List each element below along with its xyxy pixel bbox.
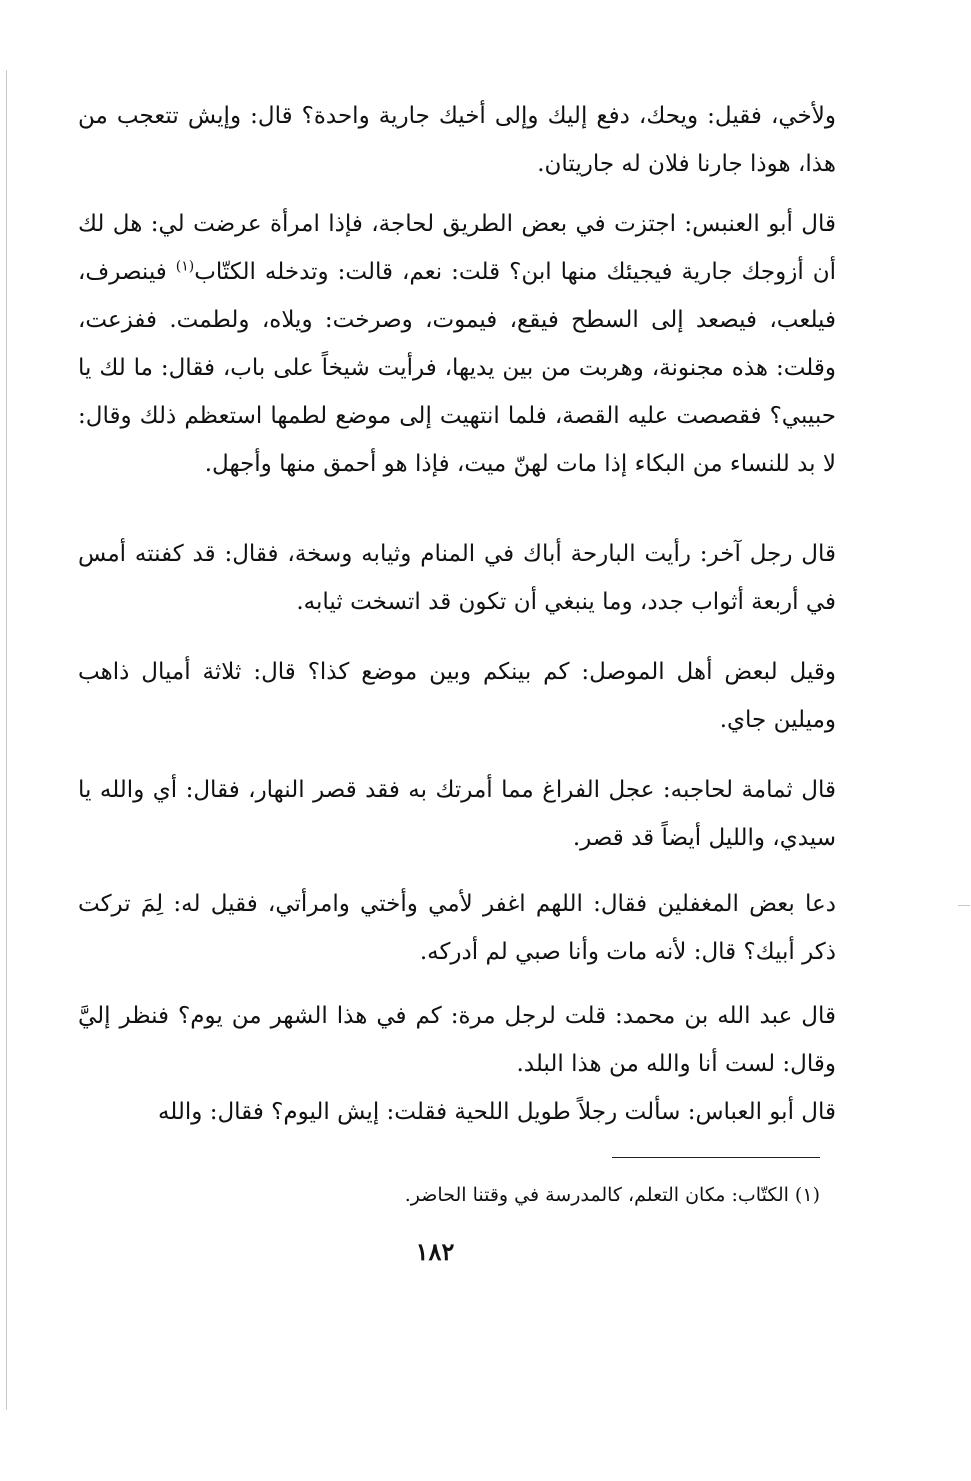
paragraph-4: وقيل لبعض أهل الموصل: كم بينكم وبين موضع كذا؟ قال: ثلاثة أميال ذاهب وميلين جاي. [78,659,836,733]
paragraph-2-text: قال أبو العنبس: اجتزت في بعض الطريق لحاجة، فإذا امرأة عرضت لي: هل لك أن أزوجك جارية فيجيئك منها ابن؟ قلت: نعم، قالت: وتدخله الكتّاب [78,211,836,285]
main-text [78,766,836,862]
footnote-divider [612,1157,820,1158]
footnote: (١) الكتّاب: مكان التعلم، كالمدرسة في وقتنا الحاضر. [404,1184,820,1206]
paragraph-8: قال أبو العباس: سألت رجلاً طويل اللحية فقلت: إيش اليوم؟ فقال: والله [157,1099,836,1125]
main-text [78,530,836,626]
paragraph-6: دعا بعض المغفلين فقال: اللهم اغفر لأمي وأختي وامرأتي، فقيل له: لِمَ تركت ذكر أبيك؟ قال: لأنه مات وأنا صبي لم أدركه. [78,891,836,965]
footnote-reference: (١) [175,258,195,275]
main-text [78,200,836,488]
scan-edge-line-left [6,70,7,1410]
main-text [78,1088,836,1136]
paragraph-7: قال عبد الله بن محمد: قلت لرجل مرة: كم في هذا الشهر من يوم؟ فنظر إليَّ وقال: لست أنا والله من هذا البلد. [78,1003,836,1077]
main-text [78,880,836,976]
paragraph-2-continued: فينصرف، فيلعب، فيصعد إلى السطح فيقع، فيموت، وصرخت: ويلاه، ولطمت. ففزعت، وقلت: هذه مجنونة، وهربت من بين يديها، فرأيت شيخاً على باب، فقال: ما لك يا حبيبي؟ فقصصت عليه القصة، فلما انتهيت إلى موضع لطمها استعظم ذلك وقال: لا بد للنساء من البكاء إذا مات لهنّ ميت، فإذا هو أحمق منها وأجهل. [78,259,836,477]
main-text [78,92,836,188]
paragraph-2 [78,200,836,488]
main-text [78,648,836,744]
paragraph-1: ولأخي، فقيل: ويحك، دفع إليك وإلى أخيك جارية واحدة؟ قال: وإيش تتعجب من هذا، هوذا جارنا فلان له جاريتان. [78,103,836,177]
paragraph-3: قال رجل آخر: رأيت البارحة أباك في المنام وثيابه وسخة، فقال: قد كفنته أمس في أربعة أثواب جدد، وما ينبغي أن تكون قد اتسخت ثيابه. [78,541,836,615]
page-number: ١٨٢ [415,1237,455,1266]
paragraph-5: قال ثمامة لحاجبه: عجل الفراغ مما أمرتك به فقد قصر النهار، فقال: أي والله يا سيدي، والليل أيضاً قد قصر. [78,777,836,851]
main-text [78,992,836,1088]
scan-edge-line-right [958,905,970,906]
